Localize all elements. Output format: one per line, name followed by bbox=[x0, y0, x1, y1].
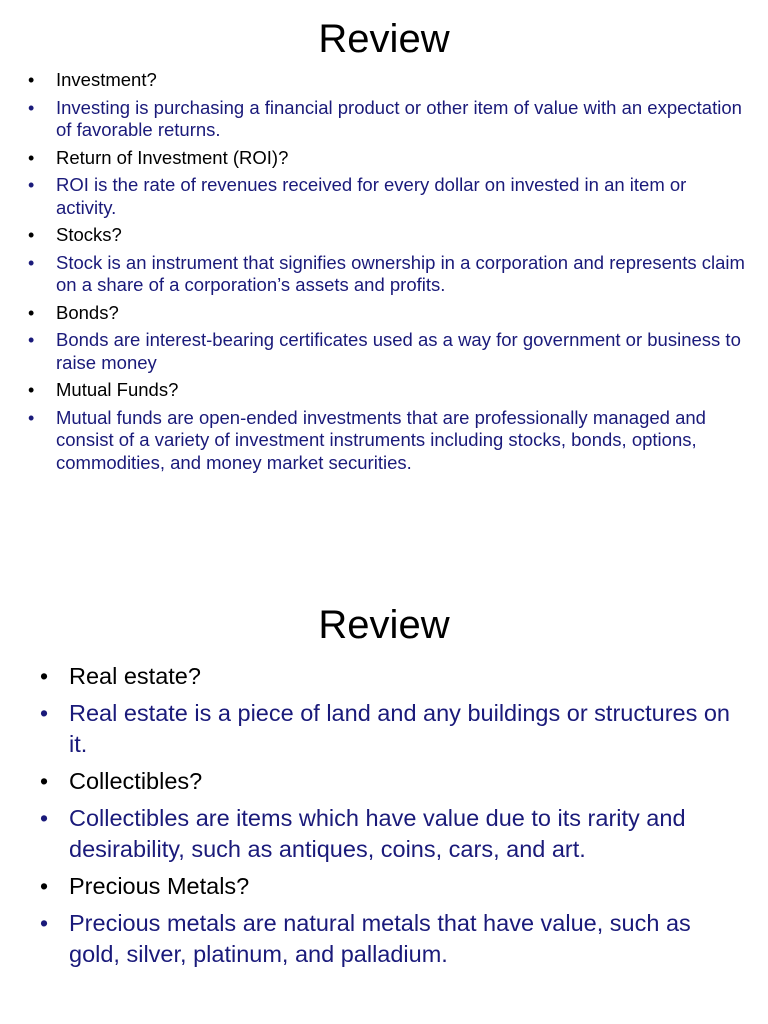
item-text: Stocks? bbox=[56, 224, 122, 245]
bullet-icon: • bbox=[28, 252, 35, 273]
bullet-list bbox=[40, 661, 748, 970]
bullet-icon: • bbox=[28, 147, 35, 168]
bullet-icon: • bbox=[28, 302, 35, 323]
bullet-icon: • bbox=[40, 768, 49, 794]
bullet-icon: • bbox=[40, 910, 49, 936]
slide-title: Review bbox=[318, 603, 450, 647]
item-text: ROI is the rate of revenues received for every dollar on invested in an item or activity. bbox=[56, 174, 687, 218]
item-text: Bonds are interest-bearing certificates used as a way for government or business to raise money bbox=[56, 329, 741, 373]
bullet-icon: • bbox=[40, 663, 49, 689]
bullet-icon: • bbox=[40, 700, 49, 726]
bullet-icon: • bbox=[40, 873, 49, 899]
list-item bbox=[28, 302, 748, 325]
list-item bbox=[40, 661, 748, 692]
item-text: Precious metals are natural metals that have value, such as gold, silver, platinum, and palladium. bbox=[69, 910, 691, 967]
list-item bbox=[40, 908, 748, 970]
item-text: Real estate is a piece of land and any buildings or structures on it. bbox=[69, 700, 731, 757]
bullet-icon: • bbox=[28, 225, 35, 245]
item-text: Precious Metals? bbox=[69, 873, 250, 899]
list-item bbox=[28, 407, 748, 475]
item-text: Collectibles are items which have value due to its rarity and desirability, such as antiques, coins, cars, and art. bbox=[69, 805, 686, 862]
bullet-icon: • bbox=[28, 407, 35, 428]
list-item bbox=[28, 147, 748, 170]
slide-title: Review bbox=[318, 17, 450, 61]
item-text: Investing is purchasing a financial product or other item of value with an expectation of favorable returns. bbox=[56, 96, 742, 140]
list-item bbox=[28, 97, 748, 142]
item-text: Bonds? bbox=[56, 301, 119, 323]
bullet-icon: • bbox=[28, 330, 35, 350]
bullet-icon: • bbox=[28, 380, 35, 400]
list-item bbox=[28, 252, 748, 297]
list-item bbox=[28, 379, 748, 402]
bullet-icon: • bbox=[28, 175, 35, 195]
list-item bbox=[28, 329, 748, 374]
list-item bbox=[40, 698, 748, 760]
bullet-icon: • bbox=[28, 97, 35, 118]
list-item bbox=[28, 174, 748, 219]
bullet-icon: • bbox=[28, 70, 35, 90]
item-text: Mutual Funds? bbox=[56, 379, 179, 400]
list-item bbox=[40, 803, 748, 865]
item-text: Investment? bbox=[56, 69, 157, 90]
list-item bbox=[40, 766, 748, 797]
item-text: Return of Investment (ROI)? bbox=[56, 146, 289, 168]
item-text: Real estate? bbox=[69, 663, 201, 689]
bullet-icon: • bbox=[40, 805, 49, 831]
bullet-list bbox=[28, 69, 748, 474]
item-text: Mutual funds are open-ended investments that are professionally managed and consist of a variety of investment instruments including stocks, bonds, options, commodities, and money market securities. bbox=[56, 406, 706, 473]
item-text: Collectibles? bbox=[69, 768, 203, 794]
list-item bbox=[40, 871, 748, 902]
slide-2 bbox=[0, 580, 768, 1024]
item-text: Stock is an instrument that signifies ownership in a corporation and represents claim on a share of a corporation’s assets and profits. bbox=[56, 251, 745, 295]
list-item bbox=[28, 69, 748, 92]
list-item bbox=[28, 224, 748, 247]
